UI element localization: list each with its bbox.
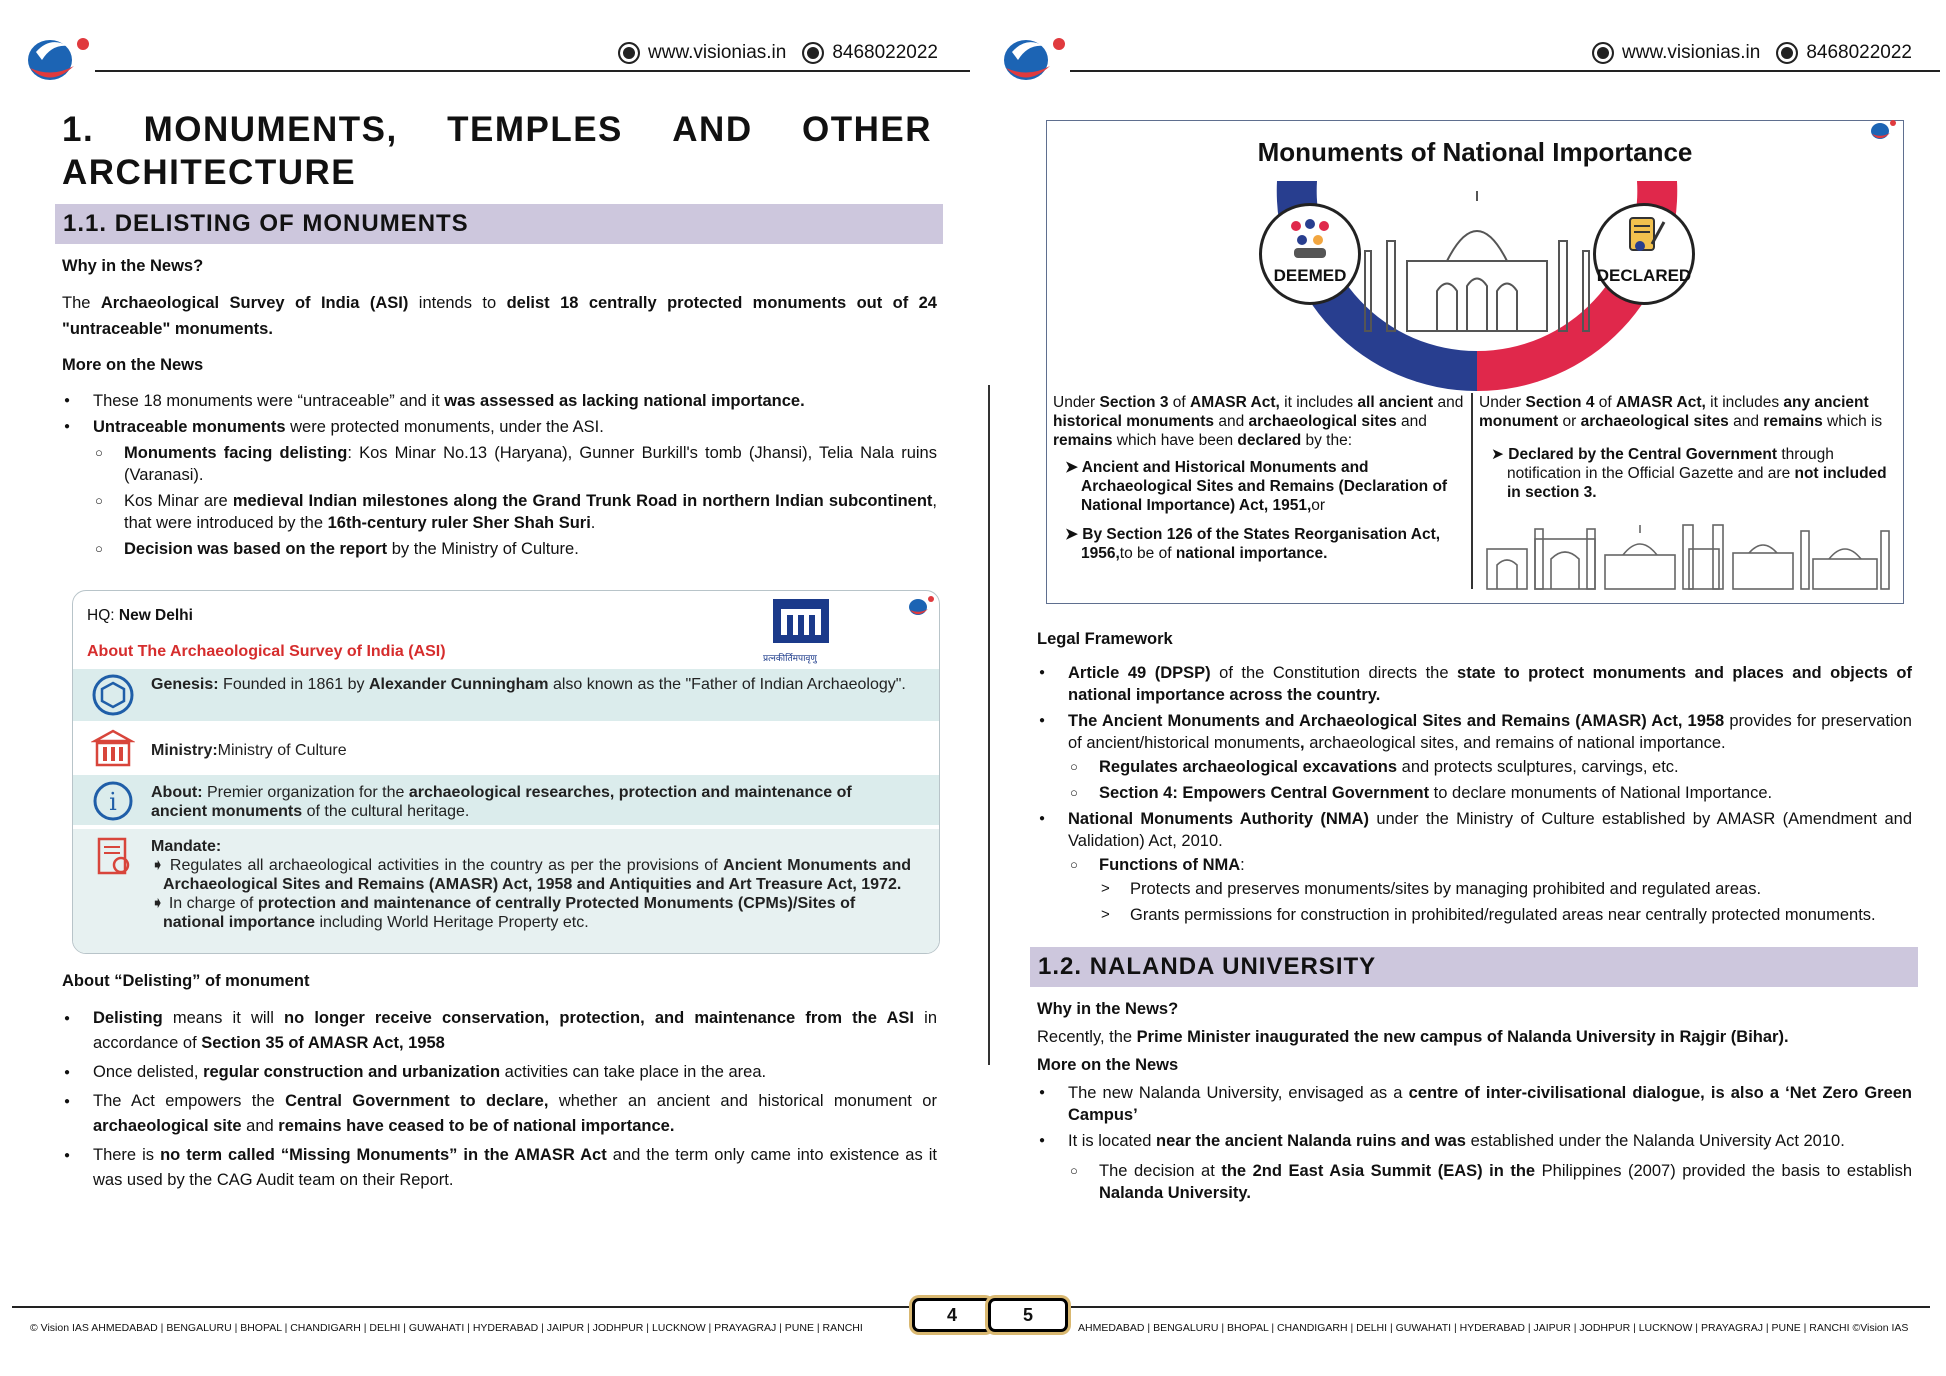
declared-label: DECLARED xyxy=(1596,266,1692,285)
list-item: ● Untraceable monuments were protected monuments, under the ASI. ○ Monuments facing delisting: Kos Minar No.13 (Haryana), Gunner Burkill's tomb (Jhansi), Telia Nala ruins (Varanasi). ○ Kos Minar are medieval Indian milestones along the Grand Trunk Road in northern Indian subcontinent, that were introduced by the 16th-century ruler Sher Shah Suri. ○ Decision was based on the report by the Ministry of Culture. xyxy=(62,416,937,560)
phone-icon xyxy=(1776,42,1798,64)
declared-column: Under Section 4 of AMASR Act, it includes any ancient monument or archaeological sites and remains which is ➤ Declared by the Central Government through notification in the Official Gazette and are not included in section 3. xyxy=(1479,394,1887,501)
delisting-heading: About “Delisting” of monument xyxy=(62,972,310,990)
list-item: ● The Act empowers the Central Government to declare, whether an ancient and historical monument or archaeological site and remains have ceased to be of national importance. xyxy=(62,1089,937,1139)
news-bullets xyxy=(62,390,937,564)
page-number-left: 4 xyxy=(912,1298,992,1332)
deemed-label: DEEMED xyxy=(1273,266,1347,285)
asi-genesis: Genesis: Founded in 1861 by Alexander Cunningham also known as the "Father of Indian Archaeology". xyxy=(151,676,906,693)
title-word: MONUMENTS, xyxy=(143,110,398,149)
legal-bullets xyxy=(1037,662,1912,930)
asi-emblem-icon xyxy=(769,597,833,653)
footer-right-text: AHMEDABAD | BENGALURU | BHOPAL | CHANDIGARH | DELHI | GUWAHATI | HYDERABAD | JAIPUR | JODHPUR | LUCKNOW | PRAYAGRAJ | PUNE | RANCHI ©Vision IAS xyxy=(1078,1322,1909,1334)
more-heading: More on the News xyxy=(62,356,204,374)
document-seal-icon xyxy=(91,835,135,879)
nalanda-bullets xyxy=(1037,1082,1912,1208)
asi-about-title: About The Archaeological Survey of India (ASI) xyxy=(87,643,446,660)
asi-emblem-motto: प्रत्नकीर्तिमपावृणु xyxy=(763,653,817,663)
list-item: ● Delisting means it will no longer receive conservation, protection, and maintenance from the ASI in accordance of Section 35 of AMASR Act, 1958 xyxy=(62,1006,937,1056)
asi-hq: HQ: New Delhi xyxy=(87,607,193,624)
delisting-bullets xyxy=(62,1006,937,1197)
asi-about: About: Premier organization for the archaeological researches, protection and maintenance of ancient monuments of the cultural heritage. xyxy=(151,784,852,820)
why-heading: Why in the News? xyxy=(62,257,204,275)
info-icon xyxy=(91,779,135,823)
list-item: ● Once delisted, regular construction and urbanization activities can take place in the area. xyxy=(62,1060,937,1085)
legal-heading: Legal Framework xyxy=(1037,630,1173,648)
title-line-2: ARCHITECTURE xyxy=(62,153,357,192)
asi-ministry: Ministry:Ministry of Culture xyxy=(151,742,347,759)
list-item: ○ Monuments facing delisting: Kos Minar No.13 (Haryana), Gunner Burkill's tomb (Jhansi), Telia Nala ruins (Varanasi). xyxy=(93,442,937,486)
title-word: 1. xyxy=(62,110,95,149)
infographic-title: Monuments of National Importance xyxy=(1257,137,1693,167)
monuments-infographic xyxy=(1046,120,1904,604)
list-item: ○ The decision at the 2nd East Asia Summit (EAS) in the Philippines (2007) provided the basis to establish Nalanda University. xyxy=(1068,1160,1912,1204)
people-group-icon xyxy=(1286,216,1334,260)
cube-network-icon xyxy=(91,673,135,717)
header-contact xyxy=(618,42,938,64)
header-phone: 8468022022 xyxy=(1806,42,1912,63)
infographic-divider xyxy=(1471,393,1473,589)
building-icon xyxy=(91,727,135,771)
globe-icon xyxy=(1592,42,1614,64)
monuments-skyline-graphic xyxy=(1483,519,1893,593)
section-heading-1-2: 1.2. NALANDA UNIVERSITY xyxy=(1030,947,1918,987)
page-divider xyxy=(988,385,990,1065)
vision-ias-logo-icon xyxy=(22,30,92,85)
vision-ias-mini-logo-icon xyxy=(907,593,935,619)
page-number-right: 5 xyxy=(988,1298,1068,1332)
list-item: > Protects and preserves monuments/sites by managing prohibited and regulated areas. xyxy=(1099,878,1912,900)
list-item: ● It is located near the ancient Nalanda ruins and was established under the Nalanda University Act 2010. ○ The decision at the 2nd East Asia Summit (EAS) in the Philippines (2007) provided the basis to establish Nalanda University. xyxy=(1037,1130,1912,1204)
list-item: ○ Decision was based on the report by the Ministry of Culture. xyxy=(93,538,937,560)
deemed-column: Under Section 3 of AMASR Act, it includes all ancient and historical monuments and archaeological sites and remains which have been declared by the: ➤ Ancient and Historical Monuments and Archaeological Sites and Remains (Declaration of National Importance) Act, 1951,or ➤ By Section 126 of the States Reorganisation Act, 1956,to be of national importance. xyxy=(1053,394,1464,562)
list-item: ● These 18 monuments were “untraceable” and it was assessed as lacking national importance. xyxy=(62,390,937,412)
title-word: AND xyxy=(672,110,753,149)
chapter-title xyxy=(62,108,932,194)
section-heading-1-1: 1.1. DELISTING OF MONUMENTS xyxy=(55,204,943,244)
title-word: TEMPLES xyxy=(447,110,623,149)
asi-mandate: Mandate: ➧ Regulates all archaeological activities in the country as per the provisions of Ancient Monuments and Archaeological Sites and Remains (AMASR) Act, 1958 and Antiquities and Art Treasure Act, 1972. ➧ In charge of protection and maintenance of centrally Protected Monuments (CPMs)/Sites of national importance including World Heritage Property etc. xyxy=(151,838,912,931)
footer-rule xyxy=(12,1306,912,1308)
globe-icon xyxy=(618,42,640,64)
deemed-badge xyxy=(1259,203,1361,305)
scroll-pen-icon xyxy=(1622,214,1666,260)
list-item: ○ Section 4: Empowers Central Government to declare monuments of National Importance. xyxy=(1068,782,1912,804)
header-rule xyxy=(1070,70,1940,72)
list-item: ● The Ancient Monuments and Archaeological Sites and Remains (AMASR) Act, 1958 provides for preservation of ancient/historical monuments, archaeological sites, and remains of national importance. ○ Regulates archaeological excavations and protects sculptures, carvings, etc. ○ Section 4: Empowers Central Government to declare monuments of National Importance. xyxy=(1037,710,1912,804)
phone-icon xyxy=(802,42,824,64)
header-website[interactable]: www.visionias.in xyxy=(1622,42,1761,63)
declared-badge xyxy=(1593,203,1695,305)
list-item: ● There is no term called “Missing Monuments” in the AMASR Act and the term only came into existence as it was used by the CAG Audit team on their Report. xyxy=(62,1143,937,1193)
title-word: OTHER xyxy=(801,110,932,149)
list-item: ○ Regulates archaeological excavations and protects sculptures, carvings, etc. xyxy=(1068,756,1912,778)
asi-infobox xyxy=(72,590,940,954)
more-heading: More on the News xyxy=(1037,1056,1179,1074)
list-item: ○ Functions of NMA: > Protects and preserves monuments/sites by managing prohibited and regulated areas. > Grants permissions for construction in prohibited/regulated areas near centrally protected monuments. xyxy=(1068,854,1912,926)
header-website[interactable]: www.visionias.in xyxy=(648,42,787,63)
list-item: ● National Monuments Authority (NMA) under the Ministry of Culture established by AMASR (Amendment and Validation) Act, 2010. ○ Functions of NMA: > Protects and preserves monuments/sites by managing prohibited and regulated areas. > Grants permissions for construction in prohibited/regulated areas near centrally protected monuments. xyxy=(1037,808,1912,926)
vision-ias-logo-icon xyxy=(998,30,1068,85)
header-contact xyxy=(1592,42,1912,64)
why-paragraph: Recently, the Prime Minister inaugurated the new campus of Nalanda University in Rajgir (Bihar). xyxy=(1037,1028,1789,1046)
list-item: ○ Kos Minar are medieval Indian milestones along the Grand Trunk Road in northern Indian subcontinent, that were introduced by the 16th-century ruler Sher Shah Suri. xyxy=(93,490,937,534)
svg-text:i: i xyxy=(109,788,117,816)
header-rule xyxy=(95,70,970,72)
list-item: ● The new Nalanda University, envisaged as a centre of inter-civilisational dialogue, is also a ‘Net Zero Green Campus’ xyxy=(1037,1082,1912,1126)
list-item: ● Article 49 (DPSP) of the Constitution directs the state to protect monuments and places and objects of national importance across the country. xyxy=(1037,662,1912,706)
footer-rule xyxy=(1062,1306,1930,1308)
header-phone: 8468022022 xyxy=(832,42,938,63)
footer-left-text: © Vision IAS AHMEDABAD | BENGALURU | BHOPAL | CHANDIGARH | DELHI | GUWAHATI | HYDERABAD | JAIPUR | JODHPUR | LUCKNOW | PRAYAGRAJ | PUNE | RANCHI xyxy=(30,1322,863,1334)
why-heading: Why in the News? xyxy=(1037,1000,1179,1018)
why-paragraph: The Archaeological Survey of India (ASI) intends to delist 18 centrally protected monuments out of 24 "untraceable" monuments. xyxy=(62,294,937,338)
list-item: > Grants permissions for construction in prohibited/regulated areas near centrally protected monuments. xyxy=(1099,904,1912,926)
